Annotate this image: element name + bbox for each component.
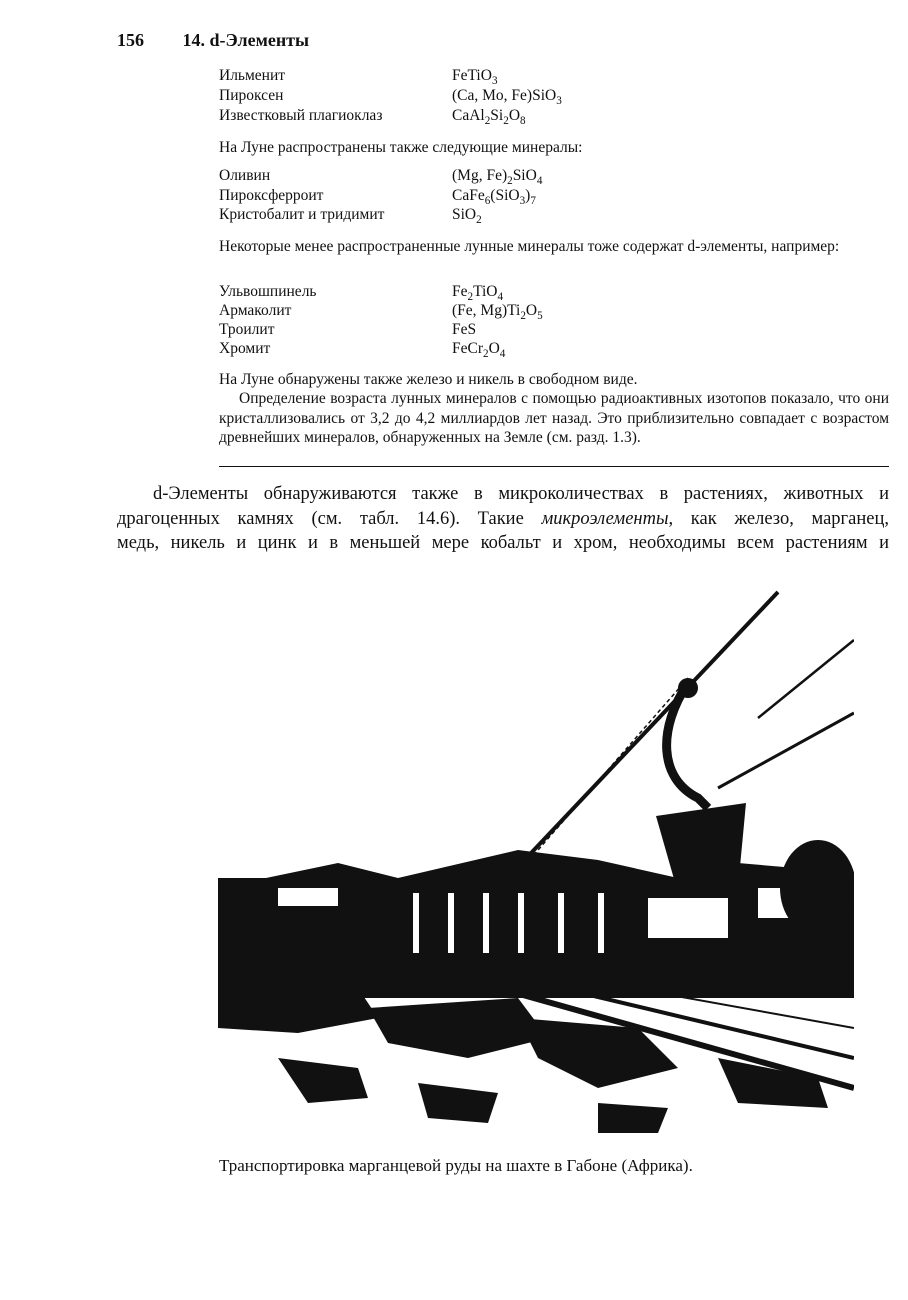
- paragraph: На Луне распространены также следующие минералы:: [219, 139, 583, 156]
- figure-caption: Транспортировка марганцевой руды на шахте в Габоне (Африка).: [219, 1156, 693, 1175]
- divider: [219, 466, 889, 467]
- main-paragraph: d-Элементы обнаруживаются также в микроколичествах в растениях, животных и драгоценных камнях (см. табл. 14.6). Такие микроэлементы, как железо, марганец, медь, никель и цинк и в меньшей мере кобальт и хром, необходимы всем растениям и: [117, 484, 889, 553]
- mineral-formula: $FeCr_2O_4$: [452, 340, 506, 360]
- mineral-name: Ильменит: [219, 67, 286, 84]
- emphasis: микроэлементы: [541, 508, 669, 529]
- mineral-formula: (Ca, Mo, Fe)SiO$_3$: [452, 87, 562, 107]
- mineral-formula: FeS: [452, 321, 477, 338]
- mineral-formula: $CaAl_2Si_2O_8$: [452, 107, 526, 127]
- mineral-name: Троилит: [219, 321, 275, 338]
- mineral-name: Кристобалит и тридимит: [219, 206, 385, 223]
- tree: [780, 840, 854, 936]
- page-number: 156: [117, 30, 144, 50]
- mine-photo: [218, 588, 854, 1133]
- mineral-name: Армаколит: [219, 302, 292, 319]
- mineral-name: Пироксферроит: [219, 187, 324, 204]
- page-header: [117, 30, 309, 51]
- mineral-name: Хромит: [219, 340, 271, 357]
- mineral-name: Оливин: [219, 167, 271, 184]
- paragraph: Определение возраста лунных минералов с помощью радиоактивных изотопов показало, что они кристаллизовались от 3,2 до 4,2 миллиардов лет назад. Это приблизительно совпадает с возрастом древнейших минералов, обнаруженных на Земле (см. разд. 1.3).: [219, 390, 889, 446]
- hanger: [667, 683, 708, 808]
- mineral-name: Ульвошпинель: [219, 283, 317, 300]
- cable: [518, 678, 688, 873]
- mineral-formula: $Fe_2TiO_4$: [452, 283, 504, 303]
- mineral-name: Известковый плагиоклаз: [219, 107, 383, 124]
- mineral-formula: $CaFe_6(SiO_3)_7$: [452, 187, 536, 207]
- cable: [758, 640, 854, 718]
- mineral-name: Пироксен: [219, 87, 284, 104]
- paragraph: Некоторые менее распространенные лунные минералы тоже содержат d-элементы, например:: [219, 238, 840, 255]
- mineral-formula: FeTiO$_3$: [452, 67, 498, 87]
- cable: [718, 713, 854, 788]
- paragraph: На Луне обнаружены также железо и никель в свободном виде.: [219, 371, 638, 388]
- mineral-formula: (Mg, $Fe)_2SiO_4$: [452, 167, 543, 187]
- mineral-formula: (Fe, $Mg)Ti_2O_5$: [452, 302, 543, 322]
- chapter-title: 14. d-Элементы: [182, 30, 310, 50]
- mineral-formula: SiO$_2$: [452, 206, 482, 226]
